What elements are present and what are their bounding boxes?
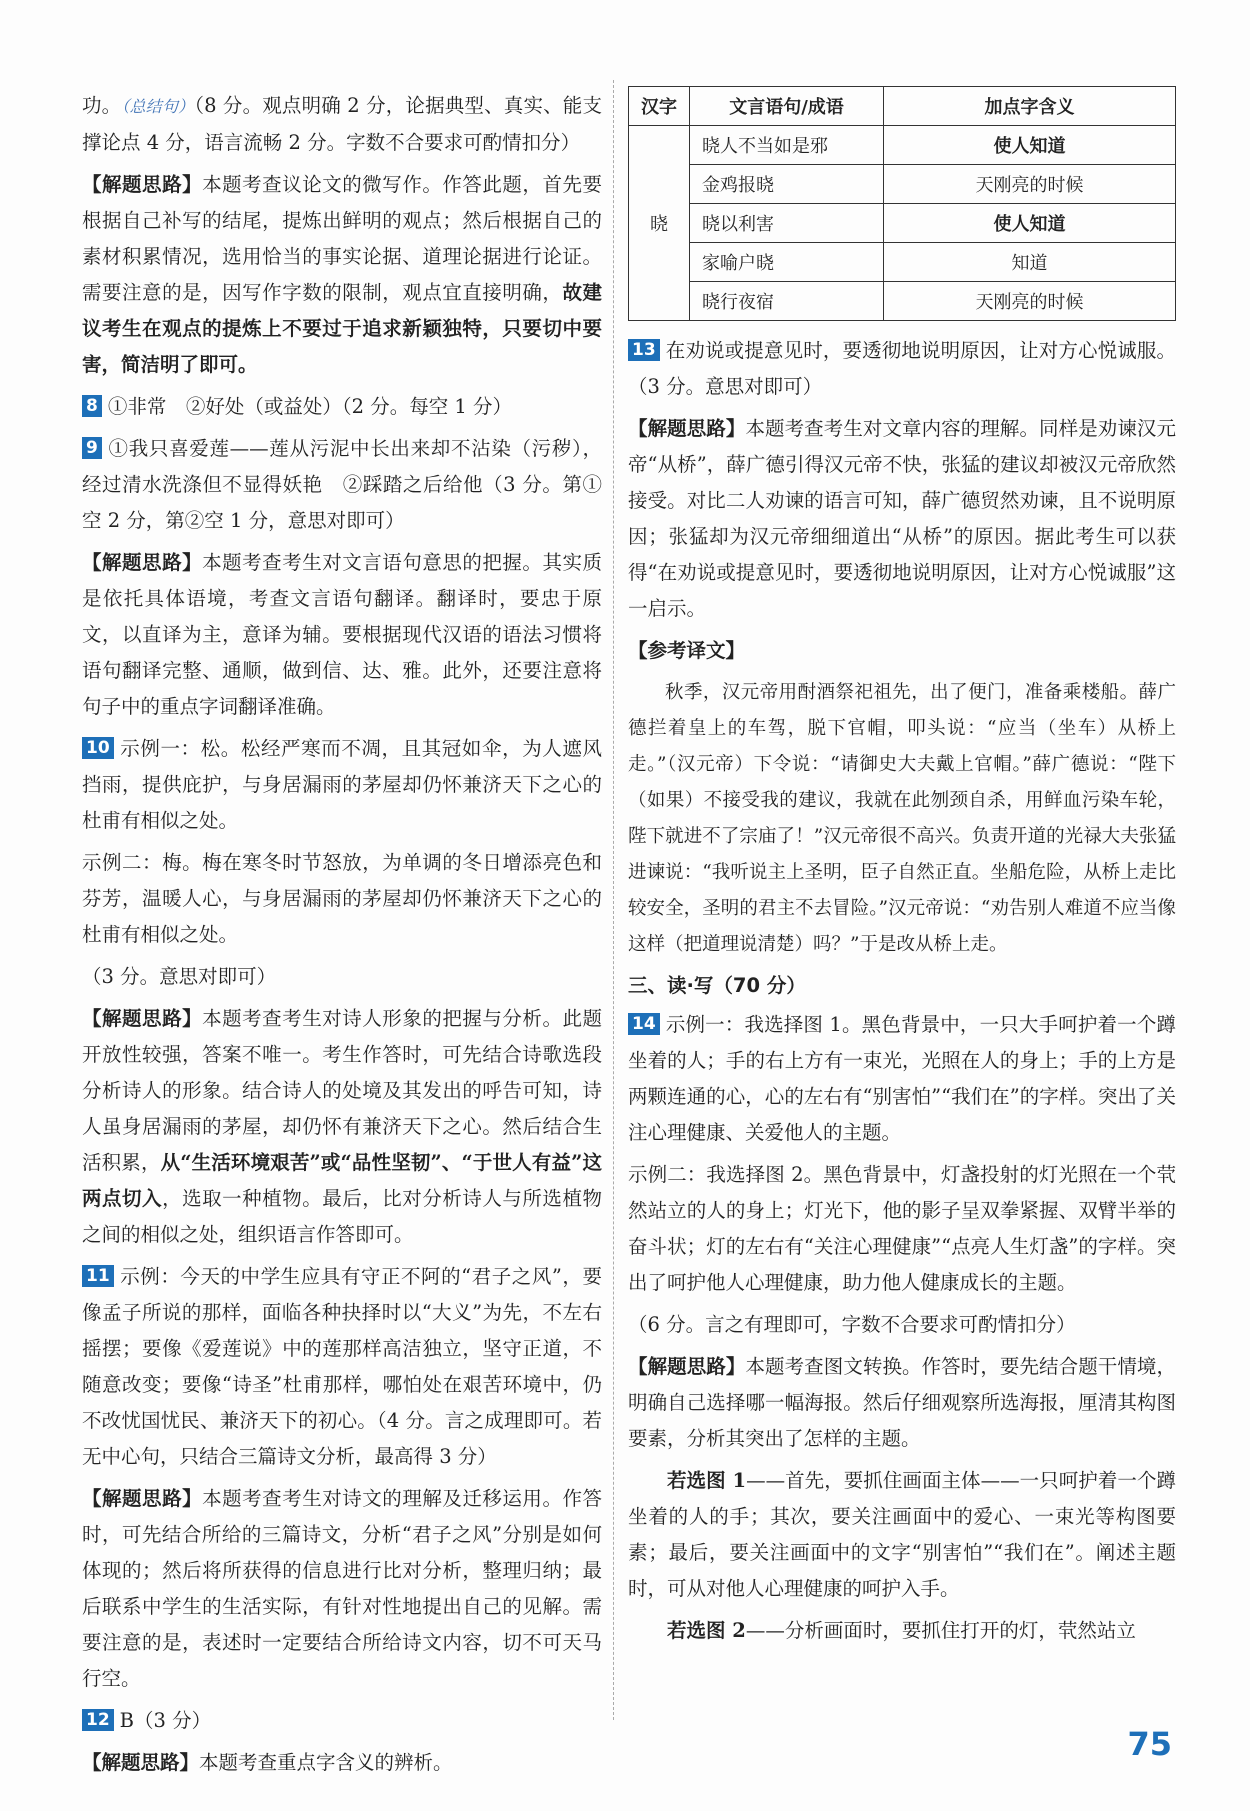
- answer-10-b: 示例二：梅。梅在寒冬时节怒放，为单调的冬日增添亮色和芬芳，温暖人心，与身居漏雨的茅屋却仍怀兼济天下之心的杜甫有相似之处。: [82, 851, 602, 946]
- table-row: [629, 243, 1176, 282]
- table-cell: 家喻户晓: [690, 243, 884, 282]
- table-cell: 晓人不当如是邪: [690, 126, 884, 165]
- table-char-cell: 晓: [629, 126, 690, 321]
- answer-14-a: 14 示例一：我选择图 1。黑色背景中，一只大手呵护着一个蹲坐着的人；手的右上方有一束光，光照在人的身上；手的上方是两颗连通的心，心的左右有“别害怕”“我们在”的字样。突出了关注心理健康、关爱他人的主题。: [628, 1013, 1176, 1144]
- fig2-guide: 若选图 2——分析画面时，要抓住打开的灯，茕然站立: [667, 1619, 1136, 1642]
- column-divider: [613, 80, 614, 1720]
- analysis-11: 【解题思路】本题考查考生对诗文的理解及迁移运用。作答时，可先结合所给的三篇诗文，分析“君子之风”分别是如何体现的；然后将所获得的信息进行比对分析，整理归纳；最后联系中学生的生活实际，有针对性地提出自己的见解。需要注意的是，表述时一定要结合所给诗文内容，切不可天马行空。: [82, 1487, 602, 1690]
- question-number-badge: 8: [82, 395, 102, 417]
- analysis-9: 【解题思路】本题考查考生对文言语句意思的把握。其实质是依托具体语境，考查文言语句翻译。翻译时，要忠于原文，以直译为主，意译为辅。要根据现代汉语的语法习惯将语句翻译完整、通顺，做到信、达、雅。此外，还要注意将句子中的重点字词翻译准确。: [82, 551, 602, 718]
- summary-note: （总结句）: [121, 97, 195, 116]
- table-row: [629, 165, 1176, 204]
- q7-score: 功。（总结句）（8 分。观点明确 2 分，论据典型、真实、能支撑论点 4 分，语言流畅 2 分。字数不合要求可酌情扣分）: [82, 94, 602, 154]
- table-cell: 知道: [884, 243, 1176, 282]
- question-number-badge: 11: [82, 1265, 114, 1287]
- table-cell: 金鸡报晓: [690, 165, 884, 204]
- analysis-7: 【解题思路】本题考查议论文的微写作。作答此题，首先要根据自己补写的结尾，提炼出鲜明的观点；然后根据自己的素材积累情况，选用恰当的事实论据、道理论据进行论证。需要注意的是，因写作字数的限制，观点宜直接明确，故建议考生在观点的提炼上不要过于追求新颖独特，只要切中要害，简洁明了即可。: [82, 173, 602, 376]
- analysis-14: 【解题思路】本题考查图文转换。作答时，要先结合题干情境，明确自己选择哪一幅海报。然后仔细观察所选海报，厘清其构图要素，分析其突出了怎样的主题。: [628, 1355, 1176, 1450]
- question-number-badge: 14: [628, 1013, 660, 1035]
- answer-10-score: （3 分。意思对即可）: [82, 965, 277, 988]
- translation-text: 秋季，汉元帝用酎酒祭祀祖先，出了便门，准备乘楼船。薛广德拦着皇上的车驾，脱下官帽，叩头说：“应当（坐车）从桥上走。”（汉元帝）下令说：“请御史大夫戴上官帽。”薛广德说：“陛下（如果）不接受我的建议，我就在此刎颈自杀，用鲜血污染车轮，陛下就进不了宗庙了！”汉元帝很不高兴。负责开道的光禄大夫张猛进谏说：“我听说主上圣明，臣子自然正直。坐船危险，从桥上走比较安全，圣明的君主不去冒险。”汉元帝说：“劝告别人难道不应当像这样（把道理说清楚）吗？”于是改从桥上走。: [628, 682, 1176, 955]
- table-header-row: [629, 87, 1176, 126]
- page-number: 75: [1127, 1725, 1172, 1763]
- table-header: 文言语句/成语: [690, 87, 884, 126]
- answer-8: 8 ①非常 ②好处（或益处）（2 分。每空 1 分）: [82, 389, 602, 425]
- question-number-badge: 10: [82, 737, 114, 759]
- table-cell: 天刚亮的时候: [884, 165, 1176, 204]
- table-header: 汉字: [629, 87, 690, 126]
- analysis-12: 【解题思路】本题考查重点字含义的辨析。: [82, 1751, 453, 1774]
- analysis-label: 【解题思路】: [82, 173, 203, 196]
- fig1-guide: 若选图 1——首先，要抓住画面主体——一只呵护着一个蹲坐着的人的手；其次，要关注画面中的爱心、一束光等构图要素；最后，要关注画面中的文字“别害怕”“我们在”。阐述主题时，可从对他人心理健康的呵护入手。: [628, 1469, 1176, 1600]
- right-column: [628, 86, 1176, 1655]
- answer-9: 9 ①我只喜爱莲——莲从污泥中长出来却不沾染（污秽），经过清水洗涤但不显得妖艳 ②踩踏之后给他（3 分。第①空 2 分，第②空 1 分，意思对即可）: [82, 437, 602, 532]
- answer-10-a: 10 示例一：松。松经严寒而不凋，且其冠如伞，为人遮风挡雨，提供庇护，与身居漏雨的茅屋却仍怀兼济天下之心的杜甫有相似之处。: [82, 737, 602, 832]
- answer-14-b: 示例二：我选择图 2。黑色背景中，灯盏投射的灯光照在一个茕然站立的人的身上；灯光下，他的影子呈双拳紧握、双臂半举的奋斗状；灯的左右有“关注心理健康”“点亮人生灯盏”的字样。突出了呵护他人心理健康，助力他人健康成长的主题。: [628, 1163, 1176, 1294]
- table-cell: 使人知道: [884, 204, 1176, 243]
- analysis-10: 【解题思路】本题考查考生对诗人形象的把握与分析。此题开放性较强，答案不唯一。考生作答时，可先结合诗歌选段分析诗人的形象。结合诗人的处境及其发出的呼告可知，诗人虽身居漏雨的茅屋，却仍怀有兼济天下之心。然后结合生活积累，从“生活环境艰苦”或“品性坚韧”、“于世人有益”这两点切入，选取一种植物。最后，比对分析诗人与所选植物之间的相似之处，组织语言作答即可。: [82, 1007, 602, 1246]
- section-heading: 三、读·写（70 分）: [628, 974, 806, 997]
- question-number-badge: 12: [82, 1709, 114, 1731]
- question-number-badge: 13: [628, 339, 660, 361]
- table-header: 加点字含义: [884, 87, 1176, 126]
- analysis-13: 【解题思路】本题考查考生对文章内容的理解。同样是劝谏汉元帝“从桥”，薛广德引得汉元帝不快，张猛的建议却被汉元帝欣然接受。对比二人劝谏的语言可知，薛广德贸然劝谏，且不说明原因；张猛却为汉元帝细细道出“从桥”的原因。据此考生可以获得“在劝说或提意见时，要透彻地说明原因，让对方心悦诚服”这一启示。: [628, 417, 1176, 620]
- answer-14-score: （6 分。言之有理即可，字数不合要求可酌情扣分）: [628, 1313, 1076, 1336]
- table-row: [629, 126, 1176, 165]
- table-cell: 使人知道: [884, 126, 1176, 165]
- left-column: [82, 88, 602, 1787]
- answer-11: 11 示例：今天的中学生应具有守正不阿的“君子之风”，要像孟子所说的那样，面临各种抉择时以“大义”为先，不左右摇摆；要像《爱莲说》中的莲那样高洁独立，坚守正道，不随意改变；要像“诗圣”杜甫那样，哪怕处在艰苦环境中，仍不改忧国忧民、兼济天下的初心。（4 分。言之成理即可。若无中心句，只结合三篇诗文分析，最高得 3 分）: [82, 1265, 602, 1468]
- meaning-table: [628, 86, 1176, 321]
- table-row: [629, 282, 1176, 321]
- table-cell: 晓以利害: [690, 204, 884, 243]
- translation-label: 【参考译文】: [628, 639, 746, 662]
- answer-13: 13 在劝说或提意见时，要透彻地说明原因，让对方心悦诚服。（3 分。意思对即可）: [628, 339, 1176, 398]
- table-cell: 晓行夜宿: [690, 282, 884, 321]
- answer-12: 12 B（3 分）: [82, 1703, 602, 1739]
- question-number-badge: 9: [82, 437, 102, 459]
- table-cell: 天刚亮的时候: [884, 282, 1176, 321]
- table-row: [629, 204, 1176, 243]
